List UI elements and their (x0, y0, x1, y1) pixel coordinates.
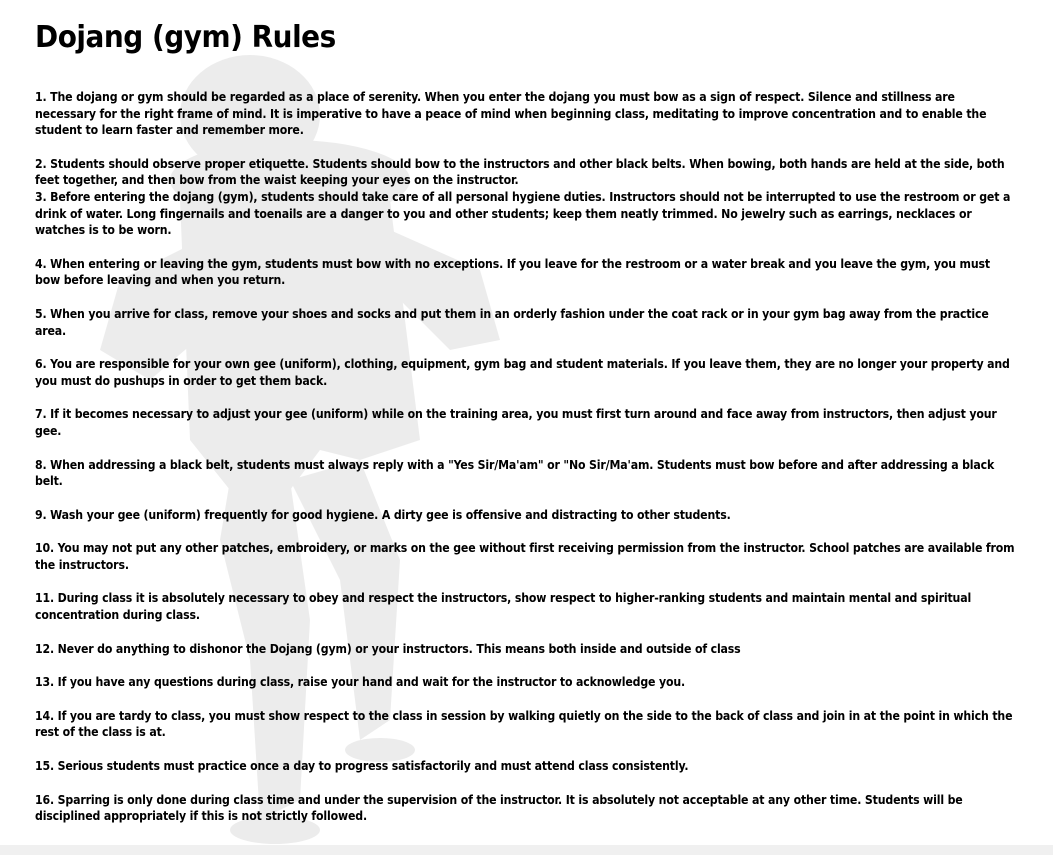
rule-4: 4. When entering or leaving the gym, students must bow with no exceptions. If you leave for the restroom or a water break and you leave the gym, you must bow before leaving and when you return. (35, 256, 990, 288)
rule-16: 16. Sparring is only done during class time and under the supervision of the instructor. It is absolutely not acceptable at any other time. Students will be disciplined appropriately if this is not strictly followed. (35, 792, 963, 824)
rule-14: 14. If you are tardy to class, you must show respect to the class in session by walking quietly on the side to the back of class and join in at the point in which the rest of the class is at. (35, 708, 1013, 740)
rule-13: 13. If you have any questions during class, raise your hand and wait for the instructor to acknowledge you. (35, 675, 686, 690)
rule-8: 8. When addressing a black belt, students must always reply with a "Yes Sir/Ma'am" or "No Sir/Ma'am. Students must bow before and after addressing a black belt. (35, 457, 995, 489)
rule-9: 9. Wash your gee (uniform) frequently for good hygiene. A dirty gee is offensive and distracting to other students. (35, 507, 731, 522)
page-title: Dojang (gym) Rules (35, 20, 336, 55)
rule-12: 12. Never do anything to dishonor the Dojang (gym) or your instructors. This means both inside and outside of class (35, 641, 741, 656)
page-bottom-edge (0, 845, 1053, 855)
rule-1: 1. The dojang or gym should be regarded as a place of serenity. When you enter the dojang you must bow as a sign of respect. Silence and stillness are necessary for the right frame of mind. It is imperative to have a peace of mind when beginning class, meditating to improve concentration and to enable the student to learn faster and remember more. (35, 90, 987, 138)
rule-15: 15. Serious students must practice once a day to progress satisfactorily and must attend class consistently. (35, 759, 689, 774)
rule-6: 6. You are responsible for your own gee (uniform), clothing, equipment, gym bag and student materials. If you leave them, they are no longer your property and you must do pushups in order to get them back. (35, 357, 1010, 388)
rule-5: 5. When you arrive for class, remove your shoes and socks and put them in an orderly fashion under the coat rack or in your gym bag away from the practice area. (35, 306, 989, 338)
rules-document (35, 18, 1015, 825)
rule-11: 11. During class it is absolutely necessary to obey and respect the instructors, show respect to higher-ranking students and maintain mental and spiritual concentration during class. (35, 591, 972, 623)
rule-2: 2. Students should observe proper etiquette. Students should bow to the instructors and other black belts. When bowing, both hands are held at the side, both feet together, and then bow from the waist keeping your eyes on the instructor. (35, 156, 1005, 188)
rule-7: 7. If it becomes necessary to adjust your gee (uniform) while on the training area, you must first turn around and face away from instructors, then adjust your gee. (35, 407, 997, 438)
rule-3: 3. Before entering the dojang (gym), students should take care of all personal hygiene duties. Instructors should not be interrupted to use the restroom or get a drink of water. Long fingernails and toenails are a danger to you and other students; keep them neatly trimmed. No jewelry such as earrings, necklaces or watches is to be worn. (35, 189, 1011, 238)
rule-10: 10. You may not put any other patches, embroidery, or marks on the gee without first receiving permission from the instructor. School patches are available from the instructors. (35, 541, 1015, 572)
